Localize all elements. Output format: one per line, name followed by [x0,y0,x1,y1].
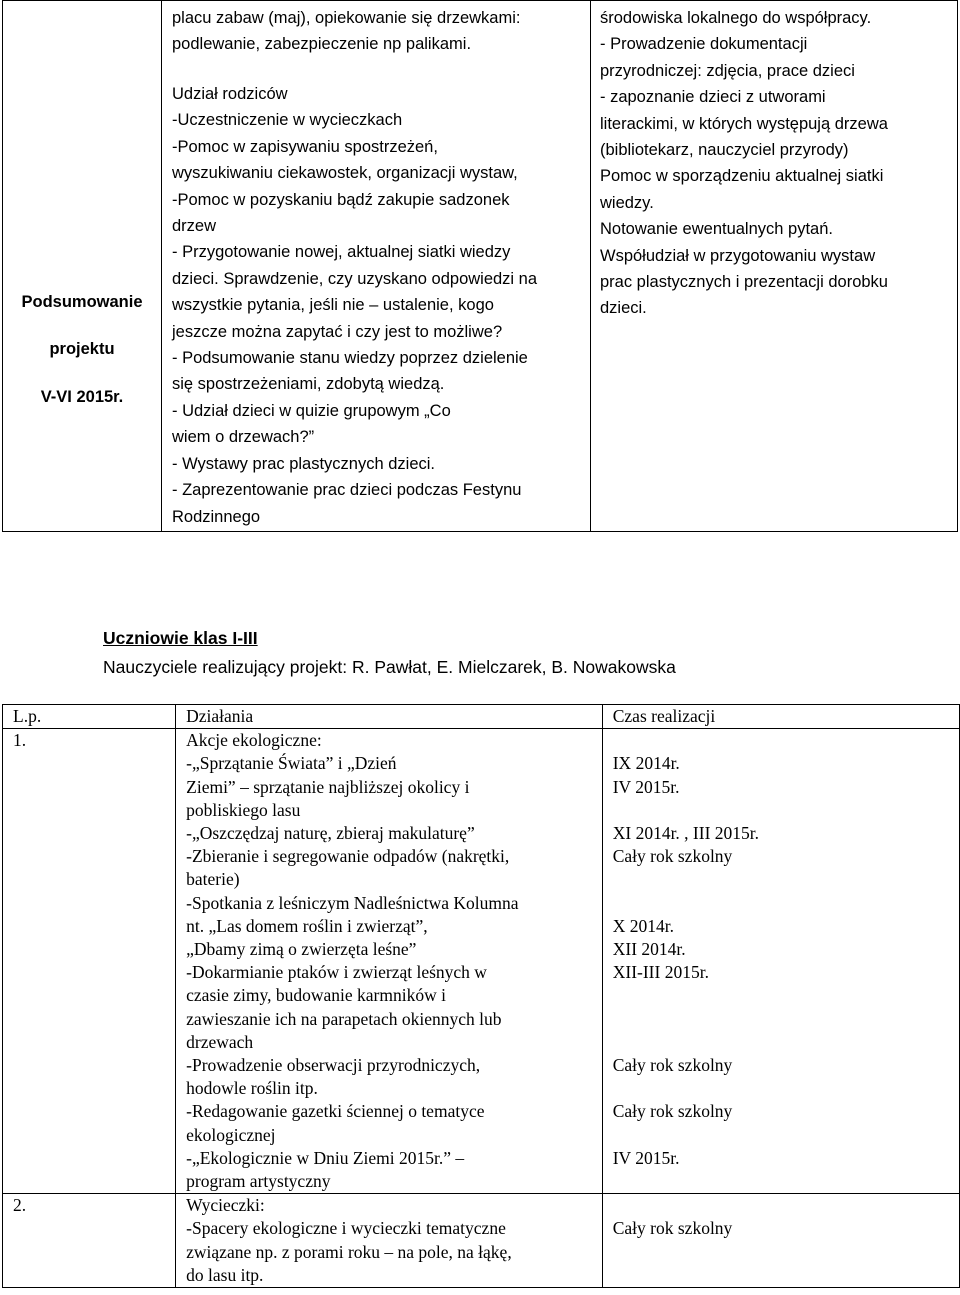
action-line: związane np. z porami roku – na pole, na łąkę, [186,1241,512,1262]
row-number: 2. [3,1194,176,1288]
methods-text [591,1,957,322]
time-line: Cały rok szkolny [612,1054,733,1075]
time-line: XII-III 2015r. [612,962,709,983]
time-line [613,799,959,822]
method-line: (bibliotekarz, nauczyciel przyrody) [600,141,849,160]
time-line [613,868,959,891]
activity-line: - Podsumowanie stanu wiedzy poprzez dzielenie [172,349,528,368]
action-line: program artystyczny [186,1171,331,1192]
header-row [3,705,960,729]
method-line: - Prowadzenie dokumentacji [600,35,808,54]
section-heading: Uczniowie klas I-III [103,628,258,648]
activity-line: placu zabaw (maj), opiekowanie się drzewkami: [172,9,521,27]
action-line: drzewach [186,1031,254,1052]
activity-line: wszystkie pytania, jeśli nie – ustalenie, kogo [172,296,494,315]
time-line: Cały rok szkolny [612,1101,733,1122]
phase-label-line: Podsumowanie [21,293,143,311]
row-actions [176,729,603,1194]
action-line: zawieszanie ich na parapetach okiennych lub [186,1008,502,1029]
summary-row [3,1,958,532]
action-line: hodowle roślin itp. [186,1078,318,1099]
header-number: L.p. [3,705,176,729]
method-line: przyrodniczej: zdjęcia, prace dzieci [600,61,855,80]
time-line: Cały rok szkolny [612,1218,733,1239]
time-line: X 2014r. [612,915,674,936]
time-line [613,1008,959,1031]
activity-line [172,58,590,81]
phase-label-line: projektu [49,340,115,358]
row-times [602,1194,959,1288]
actions-table [2,704,960,1288]
method-line: Pomoc w sporządzeniu aktualnej siatki [600,167,884,186]
header-time: Czas realizacji [602,705,959,729]
activity-line: wyszukiwaniu ciekawostek, organizacji wystaw, [172,164,518,183]
summary-table [2,0,958,532]
time-line [613,1264,959,1287]
action-line: nt. „Las domem roślin i zwierząt”, [186,915,428,936]
table-row [3,1194,960,1288]
action-line: Akcje ekologiczne: [186,730,322,751]
action-line: czasie zimy, budowanie karmników i [186,985,446,1006]
row-number: 1. [3,729,176,1194]
activity-line: - Udział dzieci w quizie grupowym „Co [172,401,451,420]
table-row [3,729,960,1194]
phase-label-line: V-VI 2015r. [40,388,124,406]
activity-line: Udział rodziców [172,85,288,103]
action-line: -Spacery ekologiczne i wycieczki tematyczne [186,1218,506,1239]
activities-cell [162,1,591,532]
action-line: Ziemi” – sprzątanie najbliższej okolicy i [186,776,470,797]
activity-line: - Przygotowanie nowej, aktualnej siatki wiedzy [172,243,511,262]
method-line: - zapoznanie dzieci z utworami [600,88,826,107]
activity-line: - Zaprezentowanie prac dzieci podczas Festynu [172,481,522,500]
methods-cell [591,1,958,532]
action-line: -Redagowanie gazetki ściennej o tematyce [186,1101,485,1122]
row-actions [176,1194,603,1288]
action-line: -Prowadzenie obserwacji przyrodniczych, [186,1055,481,1076]
activity-line: Rodzinnego [172,507,261,526]
activity-line: wiem o drzewach?” [172,428,315,447]
method-line: Notowanie ewentualnych pytań. [600,220,833,239]
time-line: IX 2014r. [612,753,680,774]
method-line: Współudział w przygotowaniu wystaw [600,246,876,265]
time-line: XII 2014r. [612,938,686,959]
activity-line: -Uczestniczenie w wycieczkach [172,111,403,130]
time-line [613,1241,959,1264]
action-line: -Spotkania z leśniczym Nadleśnictwa Kolumna [186,892,519,913]
action-line: „Dbamy zimą o zwierzęta leśne” [186,939,417,960]
activity-line: - Wystawy prac plastycznych dzieci. [172,454,436,473]
activity-line: jeszcze można zapytać i czy jest to możliwe? [172,322,503,341]
time-line [613,892,959,915]
time-line [613,1031,959,1054]
activity-line: -Pomoc w zapisywaniu spostrzeżeń, [172,137,438,156]
action-line: do lasu itp. [186,1264,264,1285]
method-line: dzieci. [600,299,647,318]
time-line: Cały rok szkolny [612,846,733,867]
action-line: ekologicznej [186,1124,276,1145]
time-line [613,1170,959,1193]
phase-cell [3,1,162,532]
activities-text [162,1,590,530]
activity-line: podlewanie, zabezpieczenie np palikami. [172,35,472,54]
time-line [613,729,959,752]
method-line: literackimi, w których występują drzewa [600,114,888,133]
time-line: IV 2015r. [612,1147,680,1168]
action-line: Wycieczki: [186,1195,265,1216]
activity-line: drzew [172,217,217,236]
time-line [613,1077,959,1100]
time-line [613,984,959,1007]
activity-line: dzieci. Sprawdzenie, czy uzyskano odpowiedzi na [172,269,538,288]
header-actions: Działania [176,705,603,729]
action-line: baterie) [186,869,240,890]
action-line: -„Ekologicznie w Dniu Ziemi 2015r.” – [186,1147,465,1168]
time-line [613,1124,959,1147]
method-line: prac plastycznych i prezentacji dorobku [600,273,888,292]
action-line: -Zbieranie i segregowanie odpadów (nakrętki, [186,846,510,867]
action-line: -Dokarmianie ptaków i zwierząt leśnych w [186,962,487,983]
activity-line: -Pomoc w pozyskaniu bądź zakupie sadzonek [172,190,510,209]
teachers-line: Nauczyciele realizujący projekt: R. Pawłat, E. Mielczarek, B. Nowakowska [103,657,676,677]
method-line: środowiska lokalnego do współpracy. [600,9,872,27]
action-line: -„Oszczędzaj naturę, zbieraj makulaturę” [186,823,475,844]
method-line: wiedzy. [600,193,654,212]
action-line: -„Sprzątanie Świata” i „Dzień [186,753,397,774]
row-times [602,729,959,1194]
activity-line: się spostrzeżeniami, zdobytą wiedzą. [172,375,445,394]
time-line: IV 2015r. [612,776,680,797]
time-line: XI 2014r. , III 2015r. [612,822,760,843]
time-line [613,1194,959,1217]
action-line: pobliskiego lasu [186,799,301,820]
